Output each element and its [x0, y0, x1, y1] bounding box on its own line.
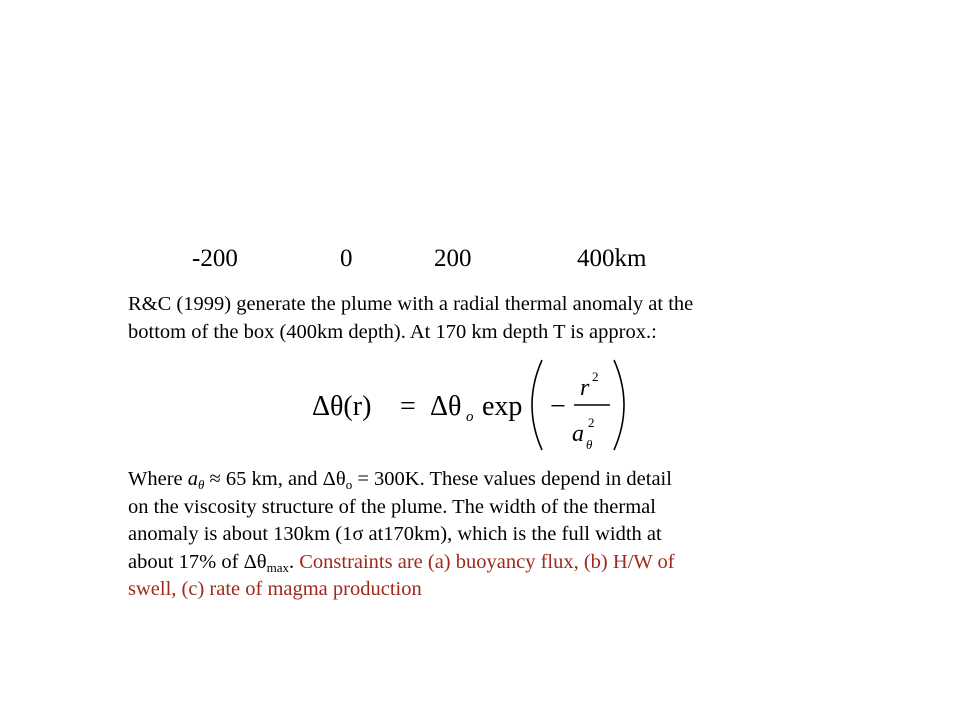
equation-delta-theta: Δθ — [430, 391, 462, 422]
where-line-2: on the viscosity structure of the plume. The width of the thermal — [128, 495, 656, 518]
a-theta-symbol: a — [187, 468, 198, 490]
denominator-a: a — [572, 421, 584, 447]
intro-paragraph — [128, 291, 868, 346]
intro-line: R&C (1999) generate the plume with a radial thermal anomaly at the — [128, 293, 694, 315]
temperature-anomaly-equation — [310, 355, 630, 455]
equation-theta-subscript: o — [466, 409, 474, 425]
denominator-exponent: 2 — [588, 415, 595, 430]
where-line-4: about 17% of $\Delta\theta_{max}$. Constraints are (a) buoyancy flux, (b) H/W of — [128, 550, 675, 575]
numerator-exponent: 2 — [592, 369, 599, 384]
numerator-r: r — [580, 375, 590, 401]
where-line-3: anomaly is about 130km (1σ at170km), which is the full width at — [128, 523, 662, 545]
axis-tick-label: 400km — [577, 245, 647, 272]
right-parenthesis — [614, 360, 624, 450]
denominator-subscript: θ — [586, 437, 593, 452]
axis-tick-label: 0 — [340, 245, 353, 272]
axis-tick-label: 200 — [434, 245, 472, 272]
equation-minus: − — [550, 391, 566, 422]
where-paragraph — [128, 466, 868, 604]
equation-lhs: Δθ(r) — [312, 391, 372, 422]
axis-tick-label: -200 — [192, 245, 238, 272]
equation-exp: exp — [482, 391, 523, 422]
constraints-text: Constraints are (a) buoyancy flux, (b) H/W of — [299, 550, 675, 573]
where-line-1: Where $a_\theta \approx 65$ km, and $\Delta\theta_o = 300K$. These values depend in detail — [128, 468, 672, 492]
intro-line: bottom of the box (400km depth). At 170 km depth T is approx.: — [128, 320, 657, 343]
constraints-text-continued: swell, (c) rate of magma production — [128, 578, 422, 600]
left-parenthesis — [532, 360, 542, 450]
equation-equals: = — [400, 391, 416, 422]
